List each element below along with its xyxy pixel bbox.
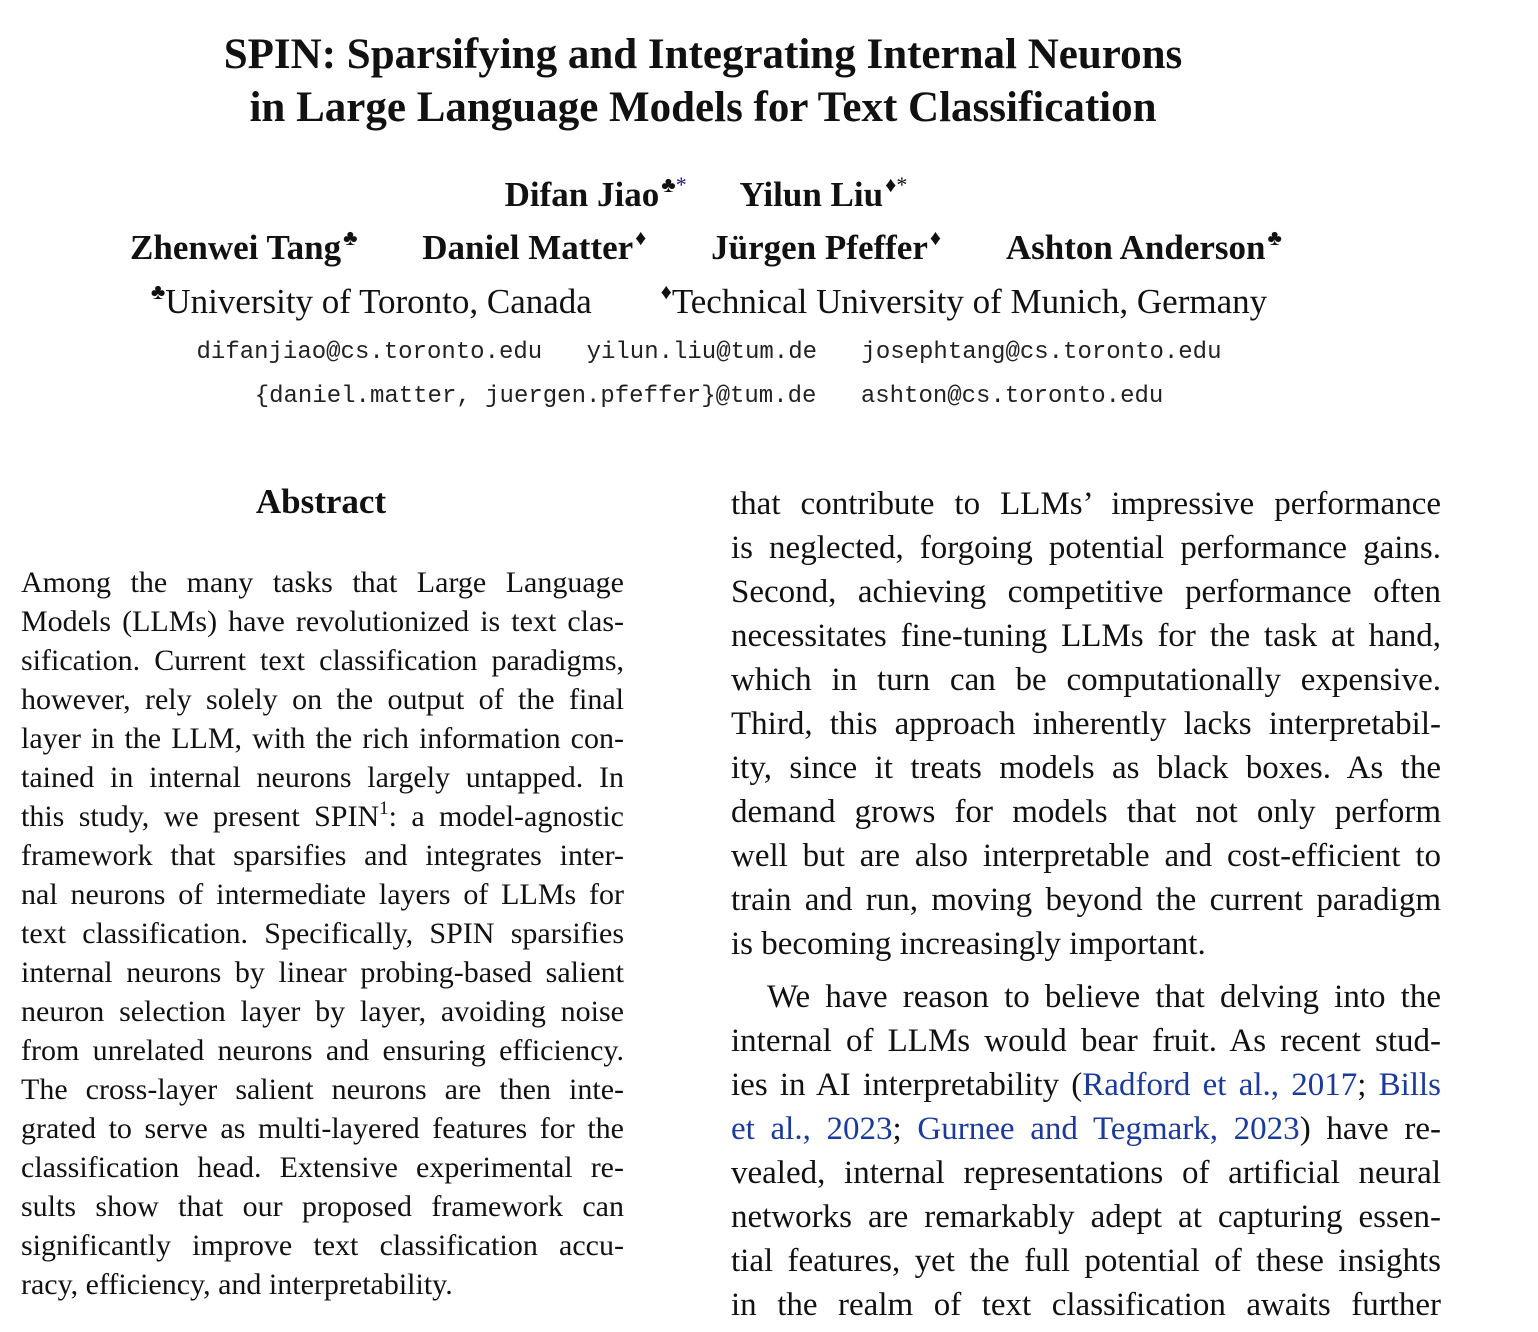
email-difan: difanjiao@cs.toronto.edu: [196, 339, 543, 366]
introduction-body: [731, 482, 1441, 1327]
body-line: Second, achieving competitive performance often: [731, 574, 1441, 610]
abstract-spin-tail: : a model-agnostic: [388, 800, 624, 833]
abstract-line: neuron selection layer by layer, avoiding noise: [21, 995, 624, 1028]
club-mark: ♣: [1267, 225, 1282, 250]
author-name: Difan Jiao: [504, 175, 660, 214]
abstract-line: The cross-layer salient neurons are then inte-: [21, 1073, 624, 1106]
abstract-line: text classification. Specifically, SPIN sparsifies: [21, 917, 624, 950]
email-joseph: josephtang@cs.toronto.edu: [861, 339, 1222, 366]
author-name: Jürgen Pfeffer: [711, 228, 928, 267]
affiliation-text: Technical University of Munich, Germany: [671, 282, 1268, 321]
body-line: ity, since it treats models as black boxes. As the: [731, 750, 1441, 786]
email-row-1: [0, 338, 1418, 368]
citation-bills[interactable]: Bills: [1378, 1067, 1441, 1103]
author-zhenwei-tang: [130, 225, 358, 268]
body-line: Third, this approach inherently lacks interpretabil-: [731, 706, 1441, 742]
body-text: ies in AI interpretability (: [731, 1067, 1083, 1103]
footnote-marker[interactable]: 1: [379, 798, 389, 819]
body-line: tial features, yet the full potential of these insights: [731, 1243, 1441, 1279]
abstract-line: classification head. Extensive experimental re-: [21, 1151, 624, 1184]
citation-bills-year[interactable]: et al., 2023: [731, 1111, 893, 1147]
body-line-citations-2: [731, 1107, 1441, 1151]
separator: ;: [1357, 1067, 1367, 1103]
body-line: is neglected, forgoing potential performance gains.: [731, 530, 1441, 566]
abstract-line: tained in internal neurons largely untapped. In: [21, 761, 624, 794]
diamond-mark: ♦: [929, 225, 942, 250]
author-name: Yilun Liu: [739, 175, 884, 214]
diamond-mark: ♦: [635, 225, 647, 250]
abstract-line: significantly improve text classification accu-: [21, 1229, 624, 1262]
author-name: Ashton Anderson: [1005, 228, 1266, 267]
abstract-line: Among the many tasks that Large Language: [21, 566, 624, 599]
body-line: which in turn can be computationally expensive.: [731, 662, 1441, 698]
author-row-2: [0, 225, 1412, 268]
body-line: networks are remarkably adept at capturing essen-: [731, 1199, 1441, 1235]
abstract-body: [21, 563, 624, 1304]
email-tum-group: {daniel.matter, juergen.pfeffer}@tum.de: [254, 383, 817, 410]
diamond-mark: ♦: [885, 172, 897, 197]
email-row-2: [0, 382, 1418, 412]
paper-title: [0, 28, 1406, 134]
body-text: ) have re-: [1299, 1111, 1441, 1147]
body-line: is becoming increasingly important.: [731, 926, 1206, 962]
title-line-1: SPIN: Sparsifying and Integrating Internal Neurons: [223, 31, 1183, 78]
abstract-line: Models (LLMs) have revolutionized is text clas-: [21, 605, 624, 638]
body-line: demand grows for models that not only perform: [731, 794, 1441, 830]
body-line: well but are also interpretable and cost-efficient to: [731, 838, 1441, 874]
diamond-mark: ♦: [660, 279, 672, 304]
abstract-line: grated to serve as multi-layered features for the: [21, 1112, 624, 1145]
body-line: internal of LLMs would bear fruit. As recent stud-: [731, 1023, 1441, 1059]
body-line: vealed, internal representations of artificial neural: [731, 1155, 1441, 1191]
author-yilun-liu: [739, 172, 908, 215]
affiliation-toronto: [150, 279, 592, 322]
abstract-line-spin: [21, 797, 624, 836]
body-line: that contribute to LLMs’ impressive performance: [731, 486, 1441, 522]
abstract-line: from unrelated neurons and ensuring efficiency.: [21, 1034, 624, 1067]
abstract-line: sification. Current text classification paradigms,: [21, 644, 624, 677]
abstract-heading: Abstract: [255, 482, 387, 521]
body-line-citations-1: [731, 1063, 1441, 1107]
body-line: train and run, moving beyond the current paradigm: [731, 882, 1441, 918]
author-daniel-matter: [422, 225, 647, 268]
citation-radford[interactable]: Radford et al., 2017: [1082, 1067, 1358, 1103]
affiliations: [0, 279, 1418, 322]
abstract-line: nal neurons of intermediate layers of LLMs for: [21, 878, 624, 911]
citation-gurnee[interactable]: Gurnee and Tegmark, 2023: [917, 1111, 1300, 1147]
title-line-2: in Large Language Models for Text Classification: [249, 84, 1157, 131]
abstract-line: layer in the LLM, with the rich information con-: [21, 722, 624, 755]
club-mark: ♣: [343, 225, 358, 250]
body-line: necessitates fine-tuning LLMs for the task at hand,: [731, 618, 1441, 654]
affiliation-tum: [660, 279, 1268, 322]
club-mark: ♣: [661, 172, 676, 197]
abstract-spin-text: this study, we present SPIN: [21, 800, 380, 833]
author-juergen-pfeffer: [711, 225, 942, 268]
abstract-line: racy, efficiency, and interpretability.: [21, 1268, 453, 1301]
abstract-line: internal neurons by linear probing-based salient: [21, 956, 624, 989]
body-line: We have reason to believe that delving into the: [767, 979, 1441, 1015]
club-mark: ♣: [150, 279, 166, 304]
author-difan-jiao: [504, 172, 687, 215]
author-name: Daniel Matter: [422, 228, 634, 267]
author-ashton-anderson: [1005, 225, 1282, 268]
separator: ;: [892, 1111, 902, 1147]
abstract-line: however, rely solely on the output of the final: [21, 683, 624, 716]
abstract-line: framework that sparsifies and integrates inter-: [21, 839, 624, 872]
author-row-1: [0, 172, 1412, 215]
email-yilun: yilun.liu@tum.de: [586, 339, 818, 366]
equal-contribution-star: *: [896, 172, 908, 197]
email-ashton: ashton@cs.toronto.edu: [860, 383, 1164, 410]
equal-contribution-star[interactable]: *: [675, 172, 687, 197]
affiliation-text: University of Toronto, Canada: [165, 282, 592, 321]
author-name: Zhenwei Tang: [130, 228, 342, 267]
abstract-line: sults show that our proposed framework can: [21, 1190, 624, 1223]
body-line: in the realm of text classification awaits further: [731, 1287, 1441, 1323]
